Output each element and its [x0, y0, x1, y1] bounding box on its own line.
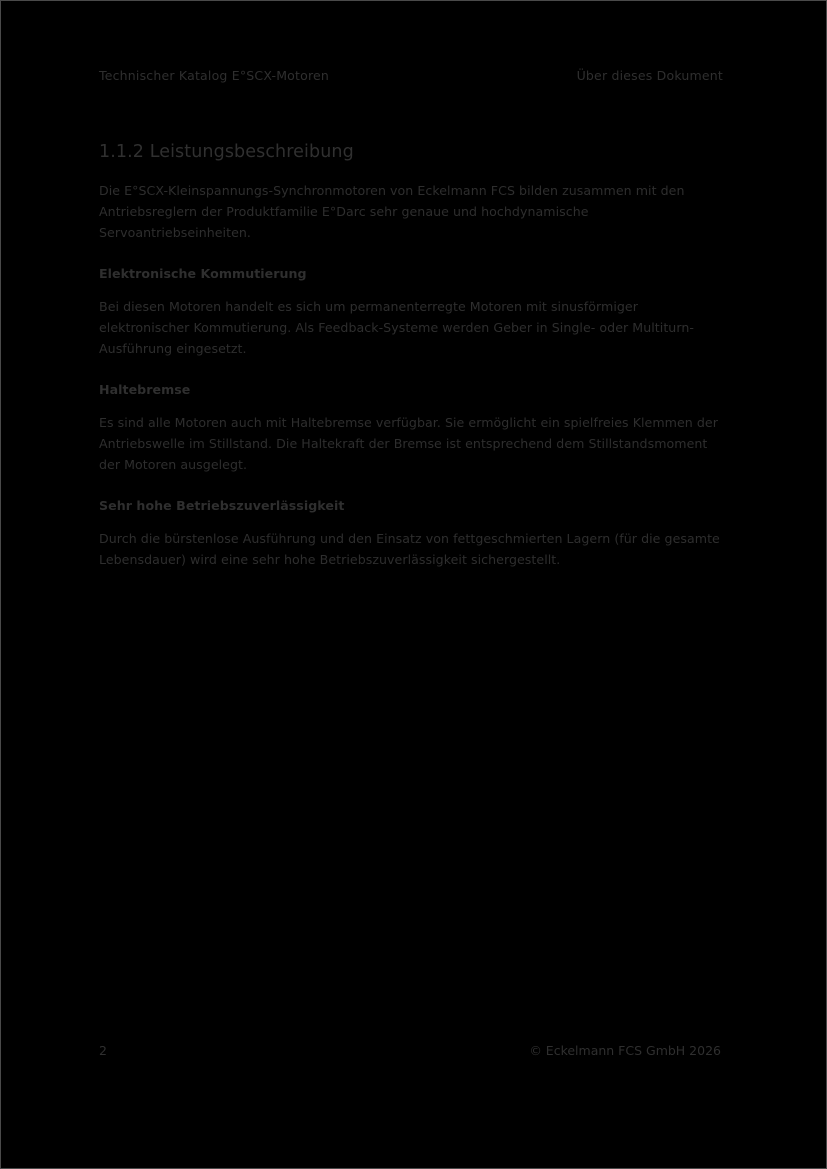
body-content	[99, 180, 725, 586]
paragraph-elektronische-kommutierung: Bei diesen Motoren handelt es sich um permanenterregte Motoren mit sinusförmiger elektronischer Kommutierung. Als Feedback-Systeme werden Geber in Single- oder Multiturn-Ausführung eingesetzt.	[99, 299, 694, 356]
running-header-left: Technischer Katalog E°SCX-Motoren	[99, 68, 330, 83]
running-header	[99, 68, 723, 83]
section-heading: 1.1.2 Leistungsbeschreibung	[99, 142, 354, 162]
paragraph-haltebremse: Es sind alle Motoren auch mit Haltebremse verfügbar. Sie ermöglicht ein spielfreies Klemmen der Antriebswelle im Stillstand. Die Haltekraft der Bremse ist entsprechend dem Stillstandsmoment der Motoren ausgelegt.	[99, 415, 718, 472]
paragraph-betriebszuverlaessigkeit: Durch die bürstenlose Ausführung und den Einsatz von fettgeschmierten Lagern (für die gesamte Lebensdauer) wird eine sehr hohe Betriebszuverlässigkeit sichergestellt.	[99, 531, 720, 567]
running-header-right: Über dieses Dokument	[576, 68, 723, 83]
page-footer	[99, 1043, 723, 1058]
page-number: 2	[99, 1043, 107, 1058]
subheading-haltebremse: Haltebremse	[99, 382, 191, 397]
copyright-notice: © Eckelmann FCS GmbH 2026	[529, 1043, 721, 1058]
paragraph-intro: Die E°SCX-Kleinspannungs-Synchronmotoren von Eckelmann FCS bilden zusammen mit den Antriebsreglern der Produktfamilie E°Darc sehr genaue und hochdynamische Servoantriebseinheiten.	[99, 183, 685, 240]
subheading-elektronische-kommutierung: Elektronische Kommutierung	[99, 266, 307, 281]
subheading-betriebszuverlaessigkeit: Sehr hohe Betriebszuverlässigkeit	[99, 498, 345, 513]
